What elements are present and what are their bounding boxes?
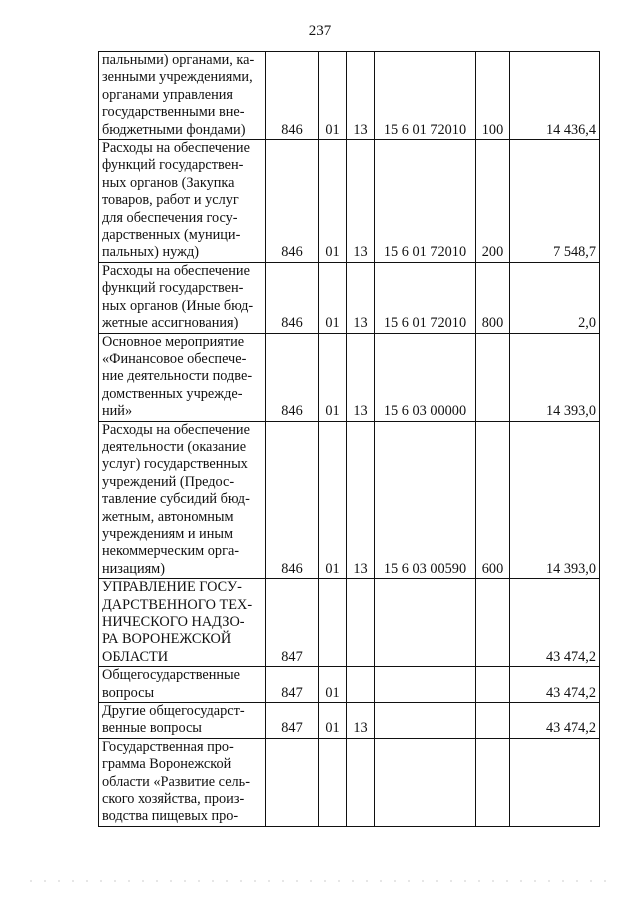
section-code-cell: 01 (319, 262, 347, 333)
subsection-code-cell (347, 579, 375, 667)
amount-cell: 7 548,7 (510, 140, 600, 263)
section-code-cell: 01 (319, 52, 347, 140)
ministry-code-cell: 847 (266, 579, 319, 667)
table-row (99, 579, 600, 667)
amount-cell (510, 738, 600, 826)
ministry-code-cell (266, 738, 319, 826)
expense-type-cell: 600 (476, 421, 510, 579)
row-name-cell: Расходы на обеспечение функций государствен- ных органов (Закупка товаров, работ и услуг для обеспечения госу- дарственных (муници- пальных) нужд) (99, 140, 266, 263)
scan-noise-decoration (30, 880, 610, 882)
expense-type-cell: 100 (476, 52, 510, 140)
row-name-cell: Расходы на обеспечение функций государствен- ных органов (Иные бюд- жетные ассигнования) (99, 262, 266, 333)
ministry-code-cell: 847 (266, 703, 319, 739)
amount-cell: 43 474,2 (510, 703, 600, 739)
subsection-code-cell (347, 738, 375, 826)
row-name-cell: Государственная про- грамма Воронежской области «Развитие сель- ского хозяйства, произ- водства пищевых про- (99, 738, 266, 826)
table-body (99, 52, 600, 827)
expense-type-cell: 200 (476, 140, 510, 263)
expense-type-cell (476, 667, 510, 703)
ministry-code-cell: 847 (266, 667, 319, 703)
target-article-cell (375, 667, 476, 703)
row-name-cell: Общегосударственные вопросы (99, 667, 266, 703)
target-article-cell (375, 738, 476, 826)
budget-table (98, 51, 600, 827)
expense-type-cell (476, 579, 510, 667)
amount-cell: 14 393,0 (510, 333, 600, 421)
amount-cell: 2,0 (510, 262, 600, 333)
expense-type-cell (476, 333, 510, 421)
amount-cell: 43 474,2 (510, 667, 600, 703)
amount-cell: 14 393,0 (510, 421, 600, 579)
target-article-cell (375, 703, 476, 739)
subsection-code-cell: 13 (347, 140, 375, 263)
expense-type-cell: 800 (476, 262, 510, 333)
row-name-cell: Другие общегосударст- венные вопросы (99, 703, 266, 739)
row-name-cell: Расходы на обеспечение деятельности (оказание услуг) государственных учреждений (Предос- тавление субсидий бюд- жетным, автономным учреждениям и иным некоммерческим орга- низациям) (99, 421, 266, 579)
target-article-cell: 15 6 03 00590 (375, 421, 476, 579)
row-name-cell: УПРАВЛЕНИЕ ГОСУ- ДАРСТВЕННОГО ТЕХ- НИЧЕСКОГО НАДЗО- РА ВОРОНЕЖСКОЙ ОБЛАСТИ (99, 579, 266, 667)
amount-cell: 14 436,4 (510, 52, 600, 140)
ministry-code-cell: 846 (266, 140, 319, 263)
subsection-code-cell: 13 (347, 333, 375, 421)
row-name-cell: Основное мероприятие «Финансовое обеспече- ние деятельности подве- домственных учрежде- ний» (99, 333, 266, 421)
table-row (99, 667, 600, 703)
target-article-cell: 15 6 01 72010 (375, 262, 476, 333)
section-code-cell: 01 (319, 667, 347, 703)
subsection-code-cell: 13 (347, 262, 375, 333)
ministry-code-cell: 846 (266, 333, 319, 421)
section-code-cell: 01 (319, 421, 347, 579)
subsection-code-cell: 13 (347, 703, 375, 739)
section-code-cell (319, 738, 347, 826)
subsection-code-cell (347, 667, 375, 703)
subsection-code-cell: 13 (347, 421, 375, 579)
table-row (99, 703, 600, 739)
table-row (99, 738, 600, 826)
table-row (99, 421, 600, 579)
target-article-cell: 15 6 01 72010 (375, 140, 476, 263)
section-code-cell: 01 (319, 333, 347, 421)
ministry-code-cell: 846 (266, 52, 319, 140)
section-code-cell (319, 579, 347, 667)
subsection-code-cell: 13 (347, 52, 375, 140)
target-article-cell (375, 579, 476, 667)
section-code-cell: 01 (319, 703, 347, 739)
expense-type-cell (476, 703, 510, 739)
row-name-cell: пальными) органами, ка- зенными учреждениями, органами управления государственными вне- бюджетными фондами) (99, 52, 266, 140)
ministry-code-cell: 846 (266, 421, 319, 579)
ministry-code-cell: 846 (266, 262, 319, 333)
table-row (99, 140, 600, 263)
target-article-cell: 15 6 03 00000 (375, 333, 476, 421)
table-row (99, 52, 600, 140)
page-number: 237 (308, 23, 332, 39)
section-code-cell: 01 (319, 140, 347, 263)
amount-cell: 43 474,2 (510, 579, 600, 667)
table-row (99, 262, 600, 333)
table-row (99, 333, 600, 421)
expense-type-cell (476, 738, 510, 826)
target-article-cell: 15 6 01 72010 (375, 52, 476, 140)
